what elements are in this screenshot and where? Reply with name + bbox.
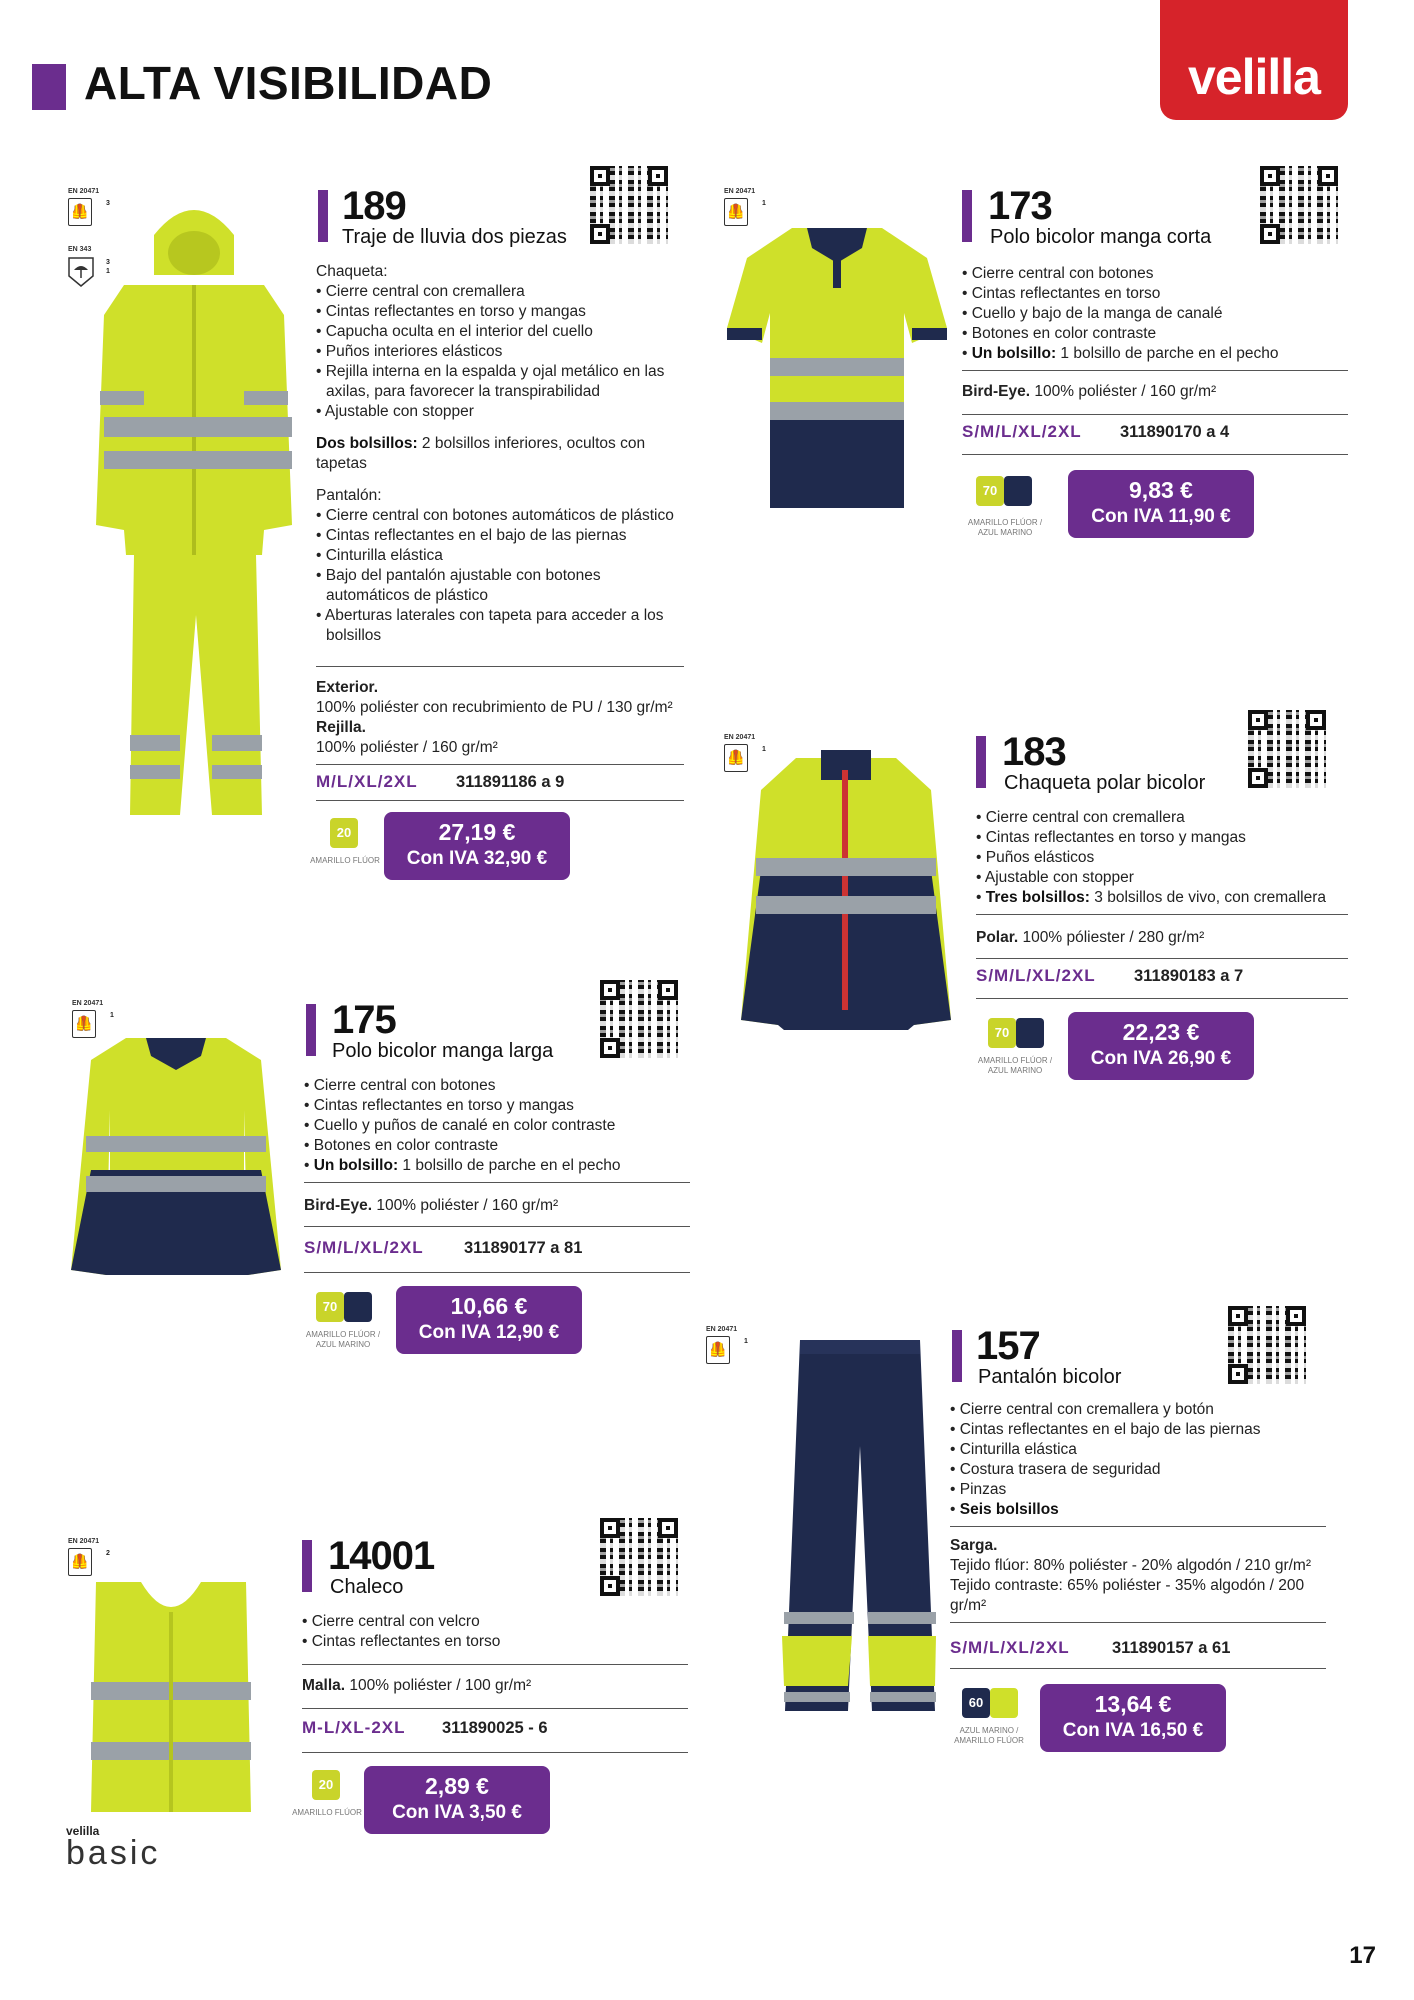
feature-item: • Botones en color contraste: [304, 1136, 694, 1156]
swatch-number: 20: [312, 1770, 340, 1800]
material-text: Tejido flúor: 80% poliéster - 20% algodón / 210 gr/m²: [950, 1557, 1312, 1574]
color-name: AZUL MARINO / AMARILLO FLÚOR: [954, 1726, 1024, 1745]
cert-level: 2: [106, 1550, 110, 1557]
size-range: S/M/L/XL/2XL: [976, 966, 1096, 985]
feature-item: • Bajo del pantalón ajustable con botones automáticos de plástico: [316, 566, 686, 606]
material-info: [962, 382, 1216, 402]
price-tag: [384, 812, 570, 880]
basic-logo-brand: velilla: [66, 1824, 100, 1838]
basic-logo-word: basic: [66, 1834, 161, 1872]
feature-item: • Cintas reflectantes en torso: [302, 1632, 682, 1652]
product-name: Traje de lluvia dos piezas: [342, 226, 567, 248]
reference-code: 311890177 a 81: [464, 1239, 583, 1257]
price-tag: [1068, 1012, 1254, 1080]
feature-item: • Cierre central con botones: [304, 1076, 694, 1096]
divider: [302, 1708, 688, 1709]
divider: [302, 1752, 688, 1753]
cert-label: EN 20471: [724, 188, 756, 195]
feature-item: • Cintas reflectantes en torso y mangas: [976, 828, 1356, 848]
pocket-text: 3 bolsillos de vivo, con cremallera: [1089, 889, 1327, 906]
color-swatch[interactable]: [976, 476, 1032, 506]
feature-item: • Costura trasera de seguridad: [950, 1460, 1330, 1480]
feature-item: • Cierre central con cremallera: [316, 282, 686, 302]
qr-code[interactable]: [1228, 1306, 1306, 1384]
color-swatch[interactable]: [988, 1018, 1044, 1048]
qr-code[interactable]: [600, 980, 678, 1058]
product-code: 175: [332, 998, 396, 1042]
feature-item: • Capucha oculta en el interior del cuello: [316, 322, 686, 342]
price-tag: [396, 1286, 582, 1354]
feature-item: • Ajustable con stopper: [976, 868, 1356, 888]
feature-item: • Botones en color contraste: [962, 324, 1352, 344]
swatch-secondary: [1004, 476, 1032, 506]
pocket-label: Tres bolsillos:: [985, 889, 1090, 906]
price-with-vat: Con IVA 11,90 €: [1091, 506, 1231, 527]
color-swatch[interactable]: [316, 1292, 372, 1322]
brand-logo-text: velilla: [1188, 49, 1320, 105]
product-accent-bar: [976, 736, 986, 788]
product-accent-bar: [318, 190, 328, 242]
pocket-text: 1 bolsillo de parche en el pecho: [398, 1157, 621, 1174]
hi-vis-cert-icon: 🦺: [68, 198, 92, 226]
pocket-text: 1 bolsillo de parche en el pecho: [1056, 345, 1279, 362]
pocket-label: Seis bolsillos: [959, 1501, 1059, 1518]
divider: [976, 914, 1348, 915]
swatch-secondary: [344, 1292, 372, 1322]
price-with-vat: Con IVA 32,90 €: [406, 848, 548, 869]
divider: [976, 958, 1348, 959]
divider: [304, 1182, 690, 1183]
swatch-secondary: [1016, 1018, 1044, 1048]
color-swatch[interactable]: [962, 1688, 1018, 1718]
product-name: Chaqueta polar bicolor: [1004, 772, 1206, 794]
material-label: Polar.: [976, 929, 1019, 946]
material-text: 100% poliéster / 160 gr/m²: [372, 1197, 559, 1214]
product-code: 14001: [328, 1534, 435, 1578]
feature-item: • Cintas reflectantes en torso y mangas: [316, 302, 686, 322]
price-with-vat: Con IVA 26,90 €: [1090, 1048, 1232, 1069]
size-range: S/M/L/XL/2XL: [950, 1638, 1070, 1657]
divider: [976, 998, 1348, 999]
hi-vis-cert-icon: 🦺: [72, 1010, 96, 1038]
feature-item: • Cierre central con cremallera: [976, 808, 1356, 828]
feature-item: • Puños interiores elásticos: [316, 342, 686, 362]
material-text: 100% póliester / 280 gr/m²: [1018, 929, 1205, 946]
cert-label: EN 20471: [724, 734, 756, 741]
material-info: [950, 1536, 1330, 1616]
cert-label: EN 20471: [68, 188, 100, 195]
cert-level: 3 1: [106, 259, 110, 275]
page-title: ALTA VISIBILIDAD: [84, 57, 493, 109]
section-label: Pantalón:: [316, 487, 382, 504]
color-name: AMARILLO FLÚOR: [310, 856, 380, 865]
feature-item: • Ajustable con stopper: [316, 402, 686, 422]
divider: [316, 764, 684, 765]
cert-level: 1: [744, 1338, 748, 1345]
feature-item: • Cinturilla elástica: [950, 1440, 1330, 1460]
reference-code: 311891186 a 9: [456, 773, 565, 791]
qr-code[interactable]: [1248, 710, 1326, 788]
divider: [950, 1526, 1326, 1527]
swatch-secondary: [990, 1688, 1018, 1718]
rain-suit-image: [84, 195, 304, 825]
material-info: [302, 1676, 531, 1696]
hi-vis-cert-icon: 🦺: [724, 198, 748, 226]
feature-item: • Cinturilla elástica: [316, 546, 686, 566]
product-accent-bar: [306, 1004, 316, 1056]
color-name: AMARILLO FLÚOR / AZUL MARINO: [305, 1330, 381, 1349]
color-name: AMARILLO FLÚOR: [292, 1808, 362, 1817]
qr-code[interactable]: [600, 1518, 678, 1596]
swatch-number: 60: [962, 1688, 990, 1718]
price: 27,19 €: [438, 819, 516, 845]
pockets-label: Dos bolsillos:: [316, 435, 418, 452]
divider: [962, 454, 1348, 455]
divider: [304, 1226, 690, 1227]
divider: [950, 1622, 1326, 1623]
cert-level: 1: [762, 200, 766, 207]
feature-item: • Cierre central con botones automáticos de plástico: [316, 506, 686, 526]
qr-code[interactable]: [590, 166, 668, 244]
product-name: Pantalón bicolor: [978, 1366, 1122, 1388]
price: 2,89 €: [425, 1773, 489, 1799]
material-label: Bird-Eye.: [304, 1197, 373, 1214]
product-accent-bar: [962, 190, 972, 242]
polo-short-sleeve-image: [722, 218, 952, 518]
material-label: Bird-Eye.: [962, 383, 1031, 400]
feature-item: • Cuello y bajo de la manga de canalé: [962, 304, 1352, 324]
price-with-vat: Con IVA 16,50 €: [1062, 1720, 1204, 1741]
feature-item: • Puños elásticos: [976, 848, 1356, 868]
divider: [302, 1664, 688, 1665]
cert-level: 1: [762, 746, 766, 753]
feature-item: • Cintas reflectantes en torso: [962, 284, 1352, 304]
header-accent-bar: [32, 64, 66, 110]
product-description: [976, 808, 1356, 908]
divider: [304, 1272, 690, 1273]
reference-code: 311890157 a 61: [1112, 1639, 1231, 1657]
pockets-text: 2 bolsillos inferiores, ocultos con tapetas: [316, 435, 646, 472]
divider: [950, 1668, 1326, 1669]
price: 22,23 €: [1122, 1019, 1200, 1045]
material-info: [316, 678, 696, 758]
pocket-label: Un bolsillo:: [313, 1157, 399, 1174]
material-label: Exterior.: [316, 679, 379, 696]
hi-vis-cert-icon: 🦺: [724, 744, 748, 772]
pocket-label: Un bolsillo:: [971, 345, 1057, 362]
material-text: 100% poliéster / 160 gr/m²: [316, 739, 498, 756]
hi-vis-cert-icon: 🦺: [706, 1336, 730, 1364]
price: 9,83 €: [1129, 477, 1193, 503]
material-info: [304, 1196, 558, 1216]
cert-level: 1: [110, 1012, 114, 1019]
product-description: [950, 1400, 1330, 1520]
swatch-number: 70: [976, 476, 1004, 506]
hi-vis-cert-icon: 🦺: [68, 1548, 92, 1576]
material-info: [976, 928, 1204, 948]
material-label: Sarga.: [950, 1537, 998, 1554]
feature-item: • Cintas reflectantes en el bajo de las piernas: [950, 1420, 1330, 1440]
material-text: 100% poliéster con recubrimiento de PU / 130 gr/m²: [316, 699, 673, 716]
swatch-number: 70: [988, 1018, 1016, 1048]
size-range: M/L/XL/2XL: [316, 772, 418, 791]
product-description: [302, 1612, 682, 1652]
qr-code[interactable]: [1260, 166, 1338, 244]
material-text: 100% poliéster / 160 gr/m²: [1030, 383, 1217, 400]
material-label: Rejilla.: [316, 719, 366, 736]
reference-code: 311890025 - 6: [442, 1719, 548, 1737]
size-range: S/M/L/XL/2XL: [962, 422, 1082, 441]
price: 10,66 €: [450, 1293, 528, 1319]
product-description: [962, 264, 1352, 364]
product-code: 183: [1002, 730, 1066, 774]
divider: [316, 800, 684, 801]
product-name: Polo bicolor manga corta: [990, 226, 1212, 248]
swatch-number: 70: [316, 1292, 344, 1322]
trousers-image: [770, 1336, 950, 1716]
feature-item: • Rejilla interna en la espalda y ojal metálico en las axilas, para favorecer la transpirabilidad: [316, 362, 686, 402]
color-swatch[interactable]: [312, 1770, 340, 1800]
price-tag: [364, 1766, 550, 1834]
swatch-number: 20: [330, 818, 358, 848]
color-name: AMARILLO FLÚOR / AZUL MARINO: [967, 518, 1043, 537]
feature-item: • Cierre central con velcro: [302, 1612, 682, 1632]
feature-item: • Cintas reflectantes en torso y mangas: [304, 1096, 694, 1116]
product-description: [316, 262, 686, 646]
fleece-jacket-image: [736, 750, 956, 1040]
product-name: Chaleco: [330, 1576, 404, 1598]
cert-label: EN 343: [68, 246, 92, 253]
material-text: 100% poliéster / 100 gr/m²: [345, 1677, 532, 1694]
page-number: 17: [1349, 1942, 1376, 1969]
divider: [962, 370, 1348, 371]
polo-long-sleeve-image: [66, 1030, 286, 1280]
product-code: 157: [976, 1324, 1040, 1368]
cert-level: 3: [106, 200, 110, 207]
product-accent-bar: [302, 1540, 312, 1592]
divider: [316, 666, 684, 667]
feature-item: • Cintas reflectantes en el bajo de las piernas: [316, 526, 686, 546]
vest-image: [86, 1572, 256, 1822]
cert-label: EN 20471: [72, 1000, 104, 1007]
material-text: Tejido contraste: 65% poliéster - 35% algodón / 200 gr/m²: [950, 1577, 1305, 1614]
price: 13,64 €: [1094, 1691, 1172, 1717]
size-range: S/M/L/XL/2XL: [304, 1238, 424, 1257]
size-range: M-L/XL-2XL: [302, 1718, 406, 1737]
feature-item: • Pinzas: [950, 1480, 1330, 1500]
section-label: Chaqueta:: [316, 263, 388, 280]
price-with-vat: Con IVA 3,50 €: [392, 1802, 522, 1823]
reference-code: 311890183 a 7: [1134, 967, 1244, 985]
divider: [962, 414, 1348, 415]
feature-item: • Aberturas laterales con tapeta para acceder a los bolsillos: [316, 606, 686, 646]
feature-item: • Cierre central con botones: [962, 264, 1352, 284]
price-tag: [1040, 1684, 1226, 1752]
cert-label: EN 20471: [706, 1326, 738, 1333]
feature-item: • Cierre central con cremallera y botón: [950, 1400, 1330, 1420]
cert-label: EN 20471: [68, 1538, 100, 1545]
product-description: [304, 1076, 694, 1176]
reference-code: 311890170 a 4: [1120, 423, 1230, 441]
color-name: AMARILLO FLÚOR / AZUL MARINO: [977, 1056, 1053, 1075]
product-code: 173: [988, 184, 1052, 228]
brand-logo[interactable]: [1160, 0, 1348, 120]
product-code: 189: [342, 184, 406, 228]
feature-item: • Cuello y puños de canalé en color contraste: [304, 1116, 694, 1136]
material-label: Malla.: [302, 1677, 346, 1694]
price-tag: [1068, 470, 1254, 538]
product-name: Polo bicolor manga larga: [332, 1040, 554, 1062]
price-with-vat: Con IVA 12,90 €: [418, 1322, 560, 1343]
product-accent-bar: [952, 1330, 962, 1382]
color-swatch[interactable]: [330, 818, 358, 848]
